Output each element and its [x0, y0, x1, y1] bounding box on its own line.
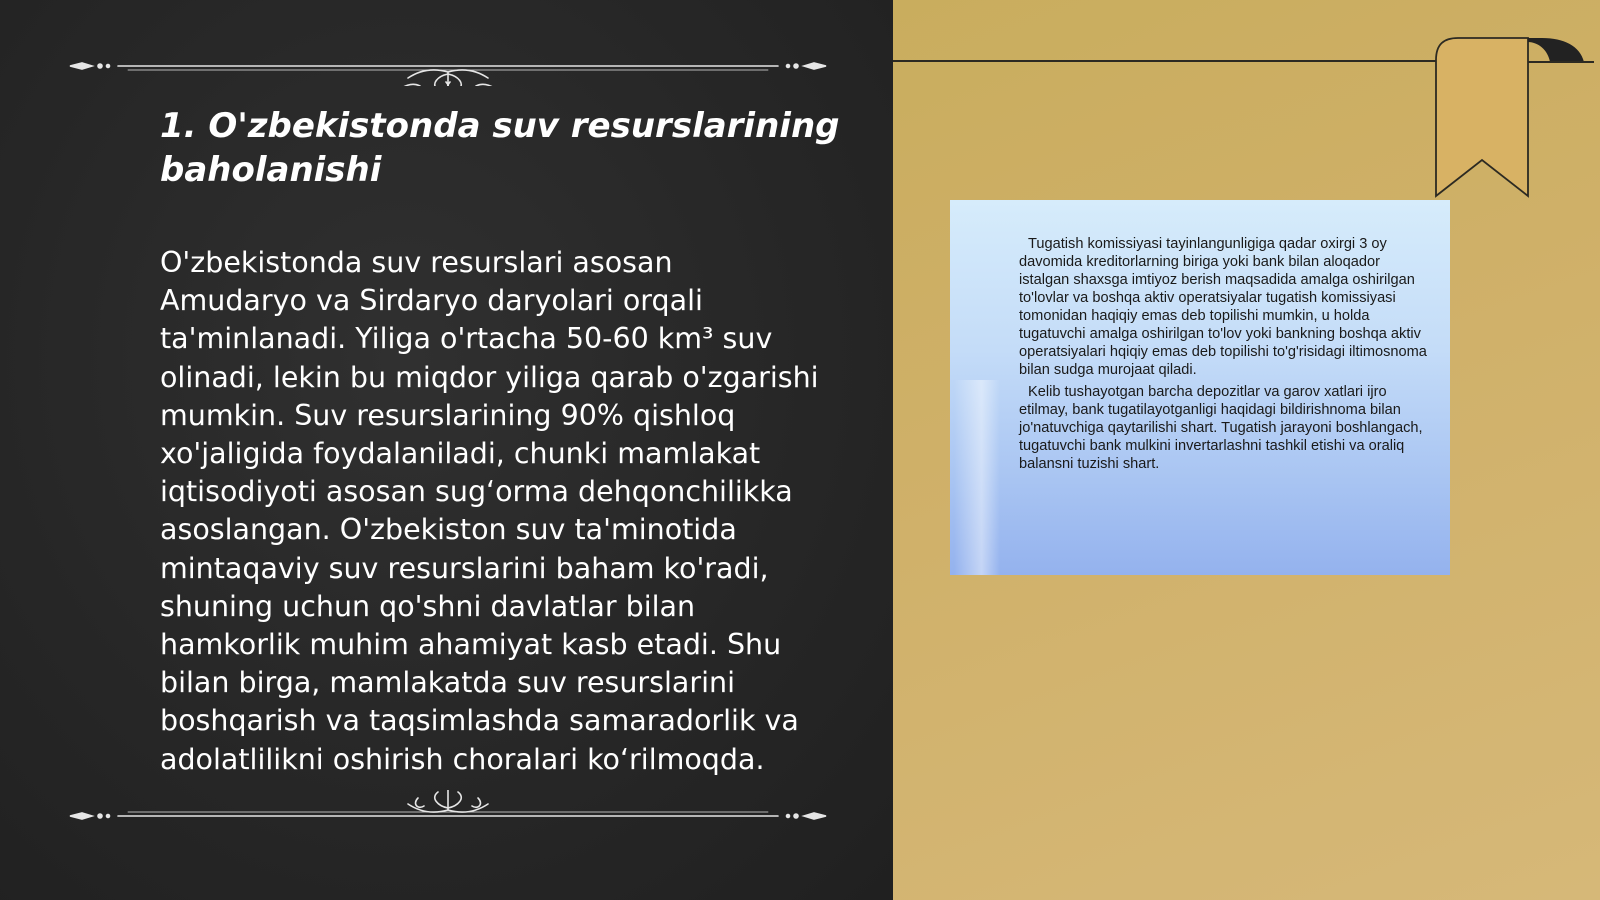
embedded-document-image: [950, 200, 1450, 575]
slide-body-text: O'zbekistonda suv resurslari asosan Amudaryo va Sirdaryo daryolari orqali ta'minlanadi. Yiliga o'rtacha 50-60 km³ suv olinadi, lekin bu miqdor yiliga qarab o'zgarishi mumkin. Suv resurslarining 90% qishloq xo'jaligida foydalaniladi, chunki mamlakat iqtisodiyoti asosan sug‘orma dehqonchilikka asoslangan. O'zbekiston suv ta'minotida mintaqaviy suv resurslarini baham ko'radi, shuning uchun qo'shni davlatlar bilan hamkorlik muhim ahamiyat kasb etadi. Shu bilan birga, mamlakatda suv resurslarini boshqarish va taqsimlashda samaradorlik va adolatlilikni oshirish choralari ko‘rilmoqda.: [160, 246, 819, 776]
slide-title: 1. O'zbekistonda suv resurslarining baholanishi: [160, 106, 840, 190]
scroll-ornament-bottom: [68, 790, 828, 830]
card-paragraph: Kelib tushayotgan barcha depozitlar va garov xatlari ijro etilmay, bank tugatilayotganligi haqidagi bildirishnoma bilan jo'natuvchiga qaytarilishi shart. Tugatish jarayoni boshlangach, tugatuvchi bank mulkini invertarlashni tashkil etishi va oraliq balansni tuzishi shart.: [1019, 384, 1423, 472]
card-paragraph: Tugatish komissiyasi tayinlangunligiga qadar oxirgi 3 oy davomida kreditorlarning biriga yoki bank bilan aloqador istalgan shaxsga imtiyoz berish maqsadida amalga oshirilgan to'lovlar va boshqa aktiv operatsiyalar tugatish komissiyasi tomonidan haqiqiy emas deb topilishi mumkin, u holda tugatuvchi amalga oshirilgan to'lov yoki bankning boshqa aktiv operatsiyalari hqiqiy emas deb topilishi to'g'risidagi iltimosnoma bilan sudga murojaat qiladi.: [1019, 236, 1427, 378]
bookmark-ribbon-icon: [1434, 36, 1594, 198]
divider-line: [893, 60, 1439, 62]
card-light-streak: [954, 380, 1000, 575]
card-text-block: [1019, 235, 1431, 477]
scroll-ornament-top: [68, 46, 828, 86]
